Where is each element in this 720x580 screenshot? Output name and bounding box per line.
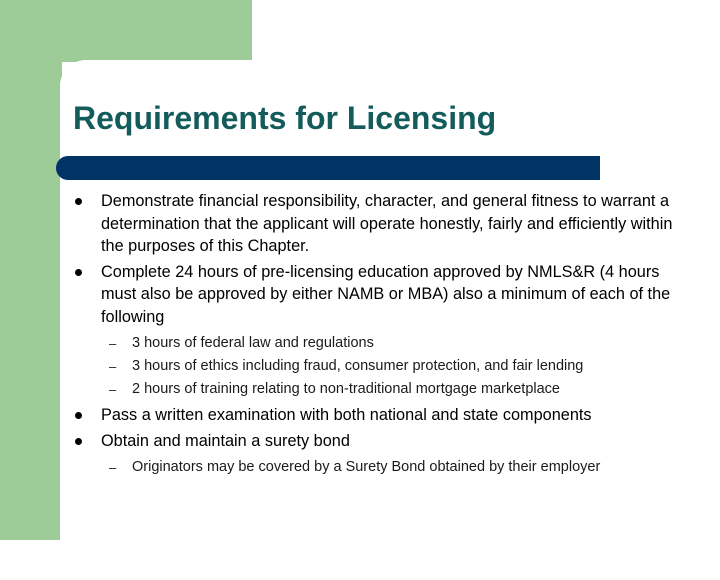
bullet-dot-icon	[75, 269, 82, 276]
sub-item-text: 3 hours of federal law and regulations	[132, 335, 374, 351]
sub-item-ethics	[74, 355, 674, 378]
sub-item-originators	[74, 456, 674, 479]
bullet-dot-icon	[75, 198, 82, 205]
dash-marker-icon: –	[109, 359, 117, 374]
sub-item-non-traditional	[74, 378, 674, 401]
sub-item-text: Originators may be covered by a Surety Bond obtained by their employer	[132, 459, 601, 475]
dash-marker-icon: –	[109, 460, 117, 475]
sub-item-federal-law	[74, 332, 674, 355]
bullet-item-examination	[74, 404, 674, 427]
sub-item-text: 3 hours of ethics including fraud, consumer protection, and fair lending	[132, 358, 584, 374]
title-underline-bar	[56, 156, 600, 180]
surety-sublist	[74, 456, 674, 479]
education-sublist	[74, 332, 674, 401]
bullet-text: Demonstrate financial responsibility, character, and general fitness to warrant a determination that the applicant will operate honestly, fairly and efficiently within the purposes of this Chapter.	[101, 192, 673, 255]
bullet-item-surety-bond	[74, 430, 674, 453]
bullet-text: Obtain and maintain a surety bond	[101, 431, 350, 450]
bullet-text: Pass a written examination with both national and state components	[101, 406, 592, 424]
dash-marker-icon: –	[109, 382, 117, 397]
sub-item-text: 2 hours of training relating to non-traditional mortgage marketplace	[132, 381, 560, 397]
slide-title: Requirements for Licensing	[73, 100, 497, 136]
bullet-item-education	[74, 261, 674, 329]
bullet-dot-icon	[75, 438, 82, 445]
dash-marker-icon: –	[109, 336, 117, 351]
decorative-green-band-left	[0, 0, 62, 540]
bullet-item-fitness	[74, 190, 674, 258]
bullet-text: Complete 24 hours of pre-licensing education approved by NMLS&R (4 hours must also be approved by either NAMB or MBA) also a minimum of each of the following	[101, 262, 671, 326]
bullet-dot-icon	[75, 412, 82, 419]
bullet-list	[74, 190, 674, 482]
